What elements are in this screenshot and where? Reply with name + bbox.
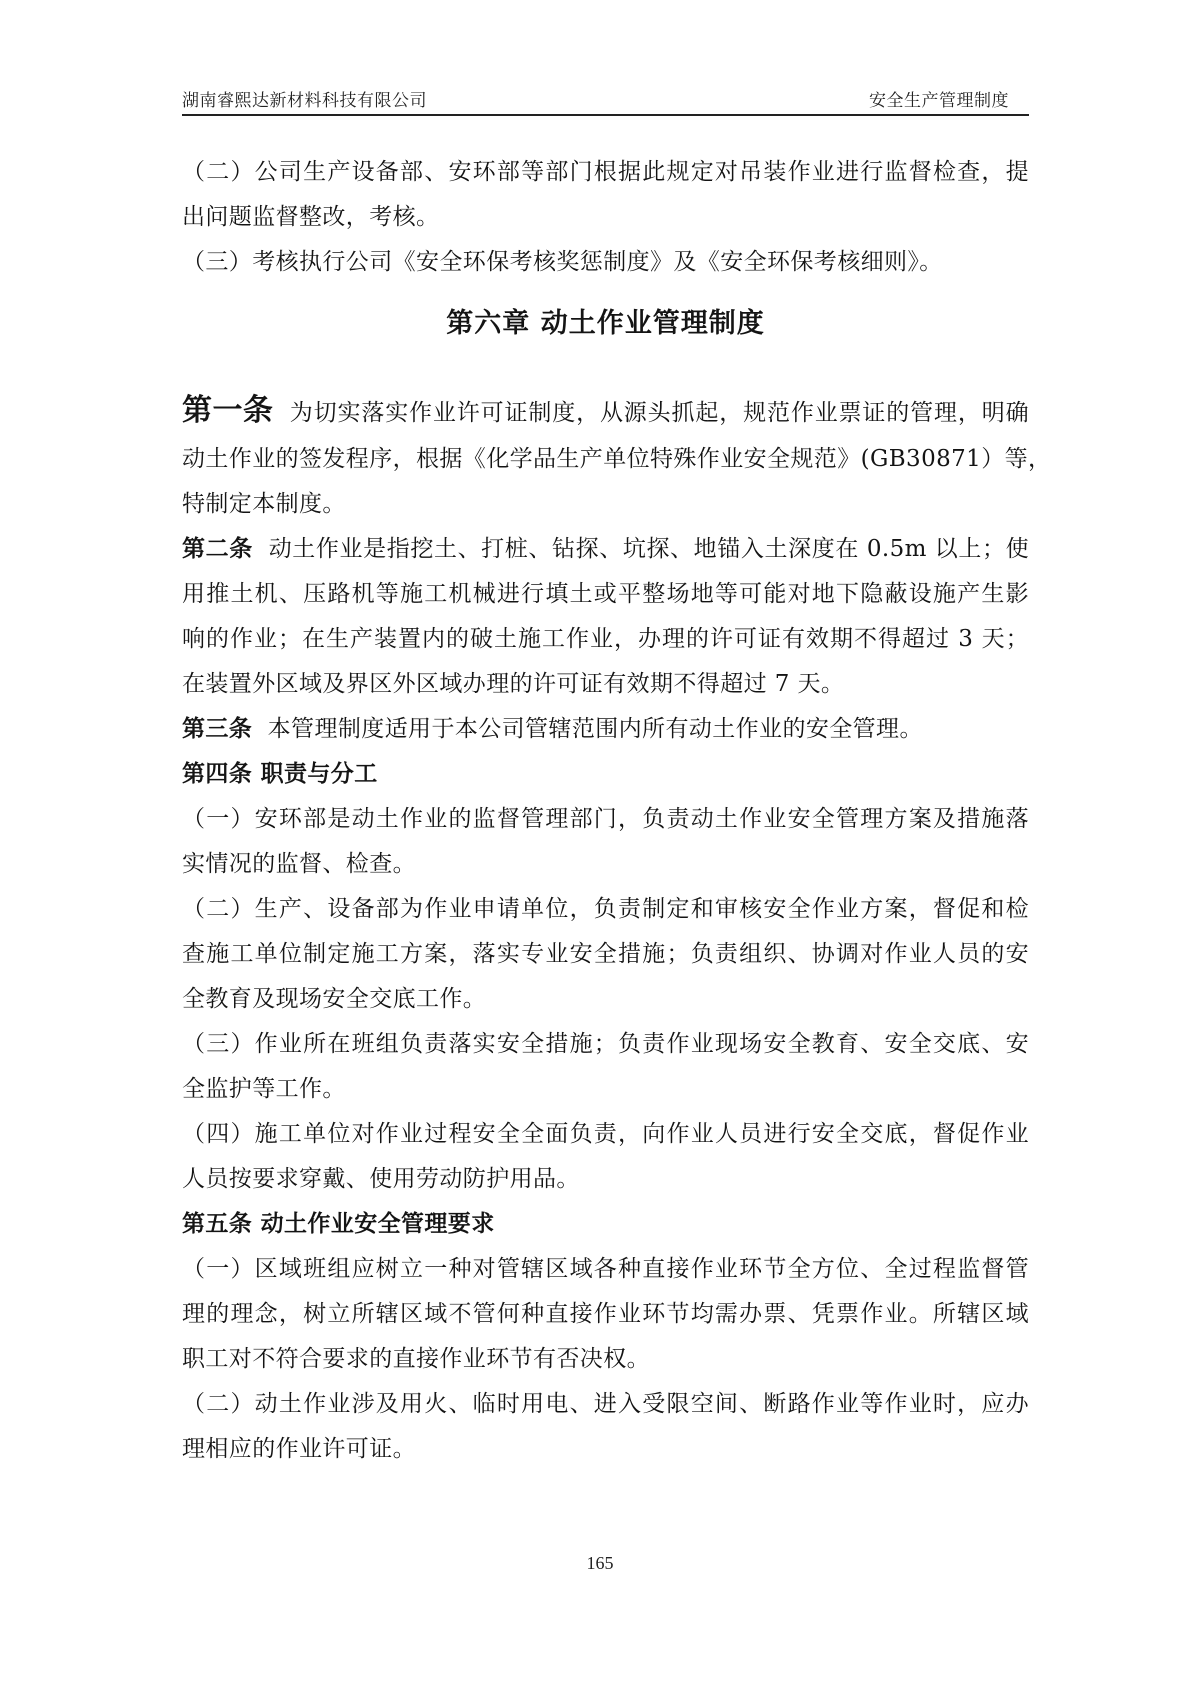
article2-line4: 在装置外区域及界区外区域办理的许可证有效期不得超过 7 天。 — [182, 671, 845, 697]
page-body — [182, 150, 1052, 1472]
article5-p2-line1: （二）动土作业涉及用火、临时用电、进入受限空间、断路作业等作业时，应办 — [182, 1391, 1029, 1417]
article5-heading: 第五条 动土作业安全管理要求 — [182, 1211, 495, 1237]
article1-line2: 动土作业的签发程序，根据《化学品生产单位特殊作业安全规范》(GB30871）等， — [182, 446, 1052, 472]
article2-line3: 响的作业；在生产装置内的破土施工作业，办理的许可证有效期不得超过 3 天； — [182, 626, 1029, 652]
page-header — [182, 84, 1029, 116]
article4-p3-line2: 全监护等工作。 — [182, 1076, 346, 1102]
article2-text-line1: 动土作业是指挖土、打桩、钻探、坑探、地锚入土深度在 0.5m 以上；使 — [268, 536, 1029, 562]
article5-p1-line1: （一）区域班组应树立一种对管辖区域各种直接作业环节全方位、全过程监督管 — [182, 1256, 1029, 1282]
article4-p1-line2: 实情况的监督、检查。 — [182, 851, 416, 877]
article1-line1 — [182, 385, 1029, 437]
article5-p1-line2: 理的理念，树立所辖区域不管何种直接作业环节均需办票、凭票作业。所辖区域 — [182, 1301, 1029, 1327]
article1-text-line1: 为切实落实作业许可证制度，从源头抓起，规范作业票证的管理，明确 — [289, 400, 1029, 426]
article4-p1-line1: （一）安环部是动土作业的监督管理部门，负责动土作业安全管理方案及措施落 — [182, 806, 1029, 832]
article4-heading: 第四条 职责与分工 — [182, 761, 378, 787]
article4-p4-line2: 人员按要求穿戴、使用劳动防护用品。 — [182, 1166, 580, 1192]
article1-label: 第一条 — [182, 393, 274, 428]
intro-item2-line2: 出问题监督整改，考核。 — [182, 204, 440, 230]
article3-label: 第三条 — [182, 716, 253, 742]
article4-p4-line1: （四）施工单位对作业过程安全全面负责，向作业人员进行安全交底，督促作业 — [182, 1121, 1029, 1147]
header-document-title: 安全生产管理制度 — [869, 91, 1009, 111]
header-company-name: 湖南睿熙达新材料科技有限公司 — [182, 91, 427, 111]
article4-p2-line1: （二）生产、设备部为作业申请单位，负责制定和审核安全作业方案，督促和检 — [182, 896, 1029, 922]
article2-label: 第二条 — [182, 536, 253, 562]
page-number: 165 — [586, 1553, 614, 1573]
article5-p2-line2: 理相应的作业许可证。 — [182, 1436, 416, 1462]
article4-p3-line1: （三）作业所在班组负责落实安全措施；负责作业现场安全教育、安全交底、安 — [182, 1031, 1029, 1057]
article4-p2-line3: 全教育及现场安全交底工作。 — [182, 986, 487, 1012]
intro-item3-line1: （三）考核执行公司《安全环保考核奖惩制度》及《安全环保考核细则》。 — [182, 249, 943, 275]
article3-text-line1: 本管理制度适用于本公司管辖范围内所有动土作业的安全管理。 — [267, 716, 923, 742]
article2-line2: 用推土机、压路机等施工机械进行填土或平整场地等可能对地下隐蔽设施产生影 — [182, 581, 1029, 607]
article3-line1 — [182, 707, 1029, 752]
article4-p2-line2: 查施工单位制定施工方案，落实专业安全措施；负责组织、协调对作业人员的安 — [182, 941, 1029, 967]
article2-line1 — [182, 527, 1029, 572]
intro-item2-line1: （二）公司生产设备部、安环部等部门根据此规定对吊装作业进行监督检查，提 — [182, 159, 1029, 185]
article1-line3: 特制定本制度。 — [182, 491, 346, 517]
article5-p1-line3: 职工对不符合要求的直接作业环节有否决权。 — [182, 1346, 650, 1372]
chapter-title: 第六章 动土作业管理制度 — [446, 308, 765, 339]
